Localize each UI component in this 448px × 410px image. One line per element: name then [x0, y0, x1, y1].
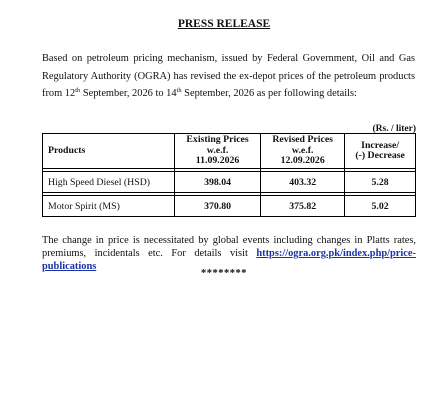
intro-text-2: September, 2026 to 14	[80, 88, 177, 99]
end-marker: ********	[201, 268, 247, 279]
price-change: 5.28	[345, 172, 416, 193]
header-products: Products	[43, 134, 175, 169]
header-revised-prices: Revised Prices w.e.f. 12.09.2026	[261, 134, 345, 169]
existing-price: 398.04	[175, 172, 261, 193]
price-change: 5.02	[345, 196, 416, 217]
ordinal-suffix-1: th	[75, 87, 81, 94]
table-header-row	[43, 134, 416, 169]
revised-price: 403.32	[261, 172, 345, 193]
header-change: Increase/ (-) Decrease	[345, 134, 416, 169]
unit-label: (Rs. / liter)	[372, 124, 416, 134]
product-name: High Speed Diesel (HSD)	[43, 172, 175, 193]
price-publications-link[interactable]: https://ogra.org.pk/index.php/price-publications	[42, 248, 416, 272]
intro-text-3: September, 2026 as per following details:	[181, 88, 357, 99]
price-table	[42, 133, 416, 217]
revised-price: 375.82	[261, 196, 345, 217]
ordinal-suffix-2: th	[176, 87, 182, 94]
intro-paragraph	[42, 50, 415, 103]
intro-text-1: Based on petroleum pricing mechanism, issued by Federal Government, Oil and Gas Regulatory Authority (OGRA) has revised the ex-depot prices of the petroleum products from 12	[42, 53, 415, 99]
existing-price: 370.80	[175, 196, 261, 217]
table-row	[43, 196, 416, 217]
table-row	[43, 172, 416, 193]
header-existing-prices: Existing Prices w.e.f. 11.09.2026	[175, 134, 261, 169]
page-title: PRESS RELEASE	[177, 18, 271, 30]
note-text: The change in price is necessitated by global events including changes in Platts rates, premiums, incidentals etc. For details visit	[42, 235, 416, 259]
product-name: Motor Spirit (MS)	[43, 196, 175, 217]
